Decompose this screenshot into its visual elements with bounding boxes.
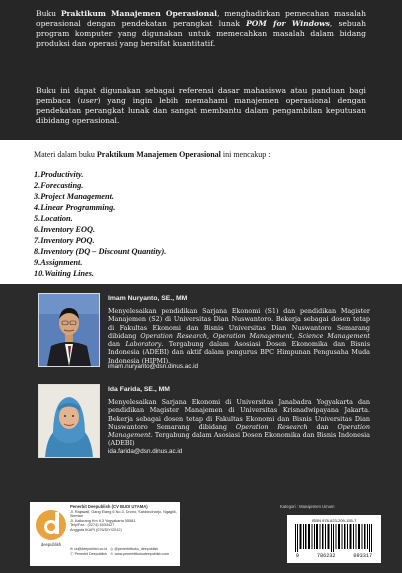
barcode-digits [287,553,381,559]
publisher-contacts [70,547,178,557]
publisher-website: www.penerbitbukudeepublish.com [114,552,170,556]
topic-item: 6.Inventory EOQ. [34,225,96,234]
author-photo-imam [38,293,100,367]
publisher-social: @penerbitbuku_deepublish [114,547,159,551]
topic-item: 3.Project Management. [34,192,114,201]
author-photo-ida [38,384,100,458]
barcode-digit-group: 093317 [353,553,373,559]
barcode-digit-group: 786232 [316,553,336,559]
publisher-address: Jl. Rajawali, Gang Elang 6 No.3, Drono, Sardonoharjo, Ngaglik, Sleman [70,509,177,519]
contents-section [0,140,402,284]
globe-icon: ⊕ [109,552,114,556]
topic-item: 8.Inventory (DQ – Discount Quantity). [34,247,167,256]
description-paragraph-1: Buku Praktikum Manajemen Operasional, menghadirkan pemecahan masalah operasional dengan pendekatan perangkat lunak POM for Windows, sebuah program komputer yang digunakan untuk memecahkan masalah dalam bidang produksi dan operasi yang bersifat kuantitatif. [36,9,367,48]
publisher-membership: Anggota IKAPI (076/DIY/2012) [70,527,122,532]
publisher-phone: Telp/Fax : (0274) 4533427 [70,523,115,528]
publisher-name: Penerbit Deepublish (CV BUDI UTAMA) [70,504,148,509]
author-bio: Menyelesaikan pendidikan Sarjana Ekonomi (S1) dan pendidikan Magister Manajemen (S2) di Universitas Dian Nuswantoro. Bekerja sebagai dosen tetap di Fakultas Ekonomi dan Bisnis Universitas Dian Nuswantoro Semarang dibidang Operation Research, Operation Management, Science Management dan Laboratory. Tergabung dalam Asosiasi Dosen Ekonomika dan Bisnis Indonesia (ADEBI) dan aktif dalam pengurus BPC Himpunan Pengusaha Muda Indonesia (HIPMI). [108,307,370,365]
barcode-digit-group: 9 [295,553,300,559]
topic-item: 9.Assignment. [34,258,83,267]
description-section [0,0,402,140]
topic-item: 1.Productivity. [34,170,84,179]
publisher-logo-icon [34,508,68,548]
topic-item: 4.Linear Programming. [34,203,116,212]
author-name: Ida Farida, SE., MM [108,386,170,393]
publisher-info [70,505,178,533]
barcode [287,515,381,563]
publisher-box [30,502,180,566]
book-category: Kategori : Manajemen Umum [280,504,335,509]
facebook-icon: ⓕ [70,552,74,556]
authors-section [0,284,402,573]
isbn-label: ISBN 978-623-209-155-7 [311,518,357,523]
publisher-address: Jl. Kaliurang Km 9,3 Yogyakarta 55581 [70,518,136,523]
topic-item: 2.Forecasting. [34,181,84,190]
topics-list [34,169,166,279]
email-icon: ✉ [70,547,74,551]
author-email: ida.farida@dsn.dinus.ac.id [108,448,183,455]
topic-item: 10.Waiting Lines. [34,269,95,278]
publisher-email: cs@deepublish.co.id [74,547,108,551]
publisher-social: Penerbit Deepublish [74,552,107,556]
svg-text:deepublish: deepublish [40,542,62,547]
contents-intro: Materi dalam buku Praktikum Manajemen Operasional ini mencakup : [34,150,271,159]
author-bio: Menyelesaikan Sarjana Ekonomi di Universitas Janabadra Yogyakarta dan pendidikan Magister Manajemen di Universitas Krisnadwipayana Jakarta. Bekerja sebagai dosen tetap di Fakultas Ekonomi dan Bisnis Universitas Dian Nuswantoro Semarang dibidang Operation Research dan Operation Management. Tergabung dalam Asosiasi Dosen Ekonomika dan Bisnis Indonesia (ADEBI) [108,398,370,448]
author-name: Imam Nuryanto, SE., MM [108,295,188,302]
topic-item: 5.Location. [34,214,73,223]
topic-item: 7.Inventory POQ. [34,236,95,245]
instagram-icon: ◎ [110,547,114,551]
description-paragraph-2: Buku ini dapat digunakan sebagai referensi dasar mahasiswa atau panduan bagi pembaca (user) yang ingin lebih memahami manajemen operasional dengan pendekatan perangkat lunak dan sangat membantu dalam pengambilan keputusan dibidang operasional. [36,86,366,125]
author-email: imam.nuryanto@dsn.dinus.ac.id [108,363,199,370]
barcode-bars [295,524,373,552]
